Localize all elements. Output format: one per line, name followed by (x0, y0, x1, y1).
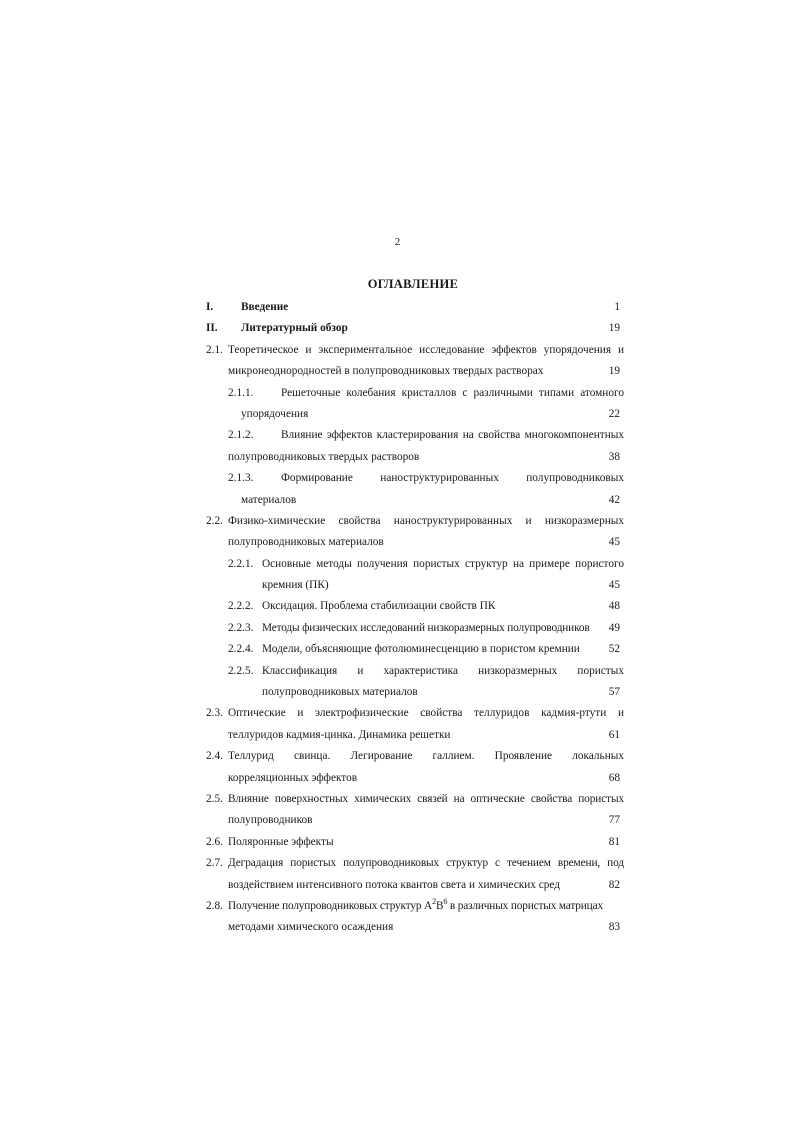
entry-title-line: Методы физических исследований низкоразмерных полупроводников (262, 621, 590, 634)
entry-number: 2.4. (206, 750, 223, 763)
toc-entry (206, 596, 624, 617)
entry-page: 81 (608, 835, 620, 848)
entry-number: 2.2.1. (228, 557, 254, 570)
toc-entry (206, 896, 624, 917)
entry-title-line: Оптические и электрофизические свойства теллуридов кадмия-ртути и (228, 707, 624, 720)
entry-title-line: Классификация и характеристика низкоразмерных пористых (262, 664, 624, 677)
toc-entry (206, 297, 624, 318)
entry-page: 19 (608, 365, 620, 378)
entry-title-line: полупроводниковых твердых растворов (228, 450, 420, 463)
entry-number: 2.2.2. (228, 600, 254, 613)
toc-entry (206, 661, 624, 682)
entry-page: 22 (608, 407, 620, 420)
entry-title-line: Основные методы получения пористых структур на примере пористого (262, 557, 624, 570)
entry-page: 61 (608, 728, 620, 741)
entry-title-line: Поляронные эффекты (228, 835, 334, 848)
entry-title-line: Формирование наноструктурированных полупроводниковых (281, 472, 624, 485)
entry-title-line: корреляционных эффектов (228, 771, 358, 784)
entry-number: 2.8. (206, 899, 223, 912)
entry-title-line: полупроводниковых материалов (262, 686, 418, 699)
toc-entry (206, 468, 624, 489)
entry-page: 82 (608, 878, 620, 891)
entry-title-line: Модели, объясняющие фотолюминесценцию в пористом кремнии (262, 643, 580, 656)
entry-page: 45 (608, 579, 620, 592)
toc-title: ОГЛАВЛЕНИЕ (367, 277, 459, 291)
page-number: 2 (394, 236, 401, 248)
entry-title-line: Получение полупроводниковых структур $A^2B^6$ в различных пористых матрицах (228, 896, 603, 912)
entry-title-line: Влияние эффектов кластерирования на свойства многокомпонентных (281, 429, 624, 442)
toc-entry (206, 618, 624, 639)
toc-entry (206, 639, 624, 660)
entry-number: 2.5. (206, 792, 223, 805)
toc-entry (206, 789, 624, 810)
entry-title-line: теллуридов кадмия-цинка. Динамика решетки (228, 728, 451, 741)
entry-number: 2.1. (206, 343, 223, 356)
entry-title-line: микронеоднородностей в полупроводниковых твердых растворах (228, 365, 544, 378)
toc-entry (206, 703, 624, 724)
entry-page: 83 (608, 921, 620, 934)
entry-number: 2.2.4. (228, 643, 254, 656)
entry-title-line: материалов (241, 493, 297, 506)
entry-page: 57 (608, 686, 620, 699)
toc-entry (206, 511, 624, 532)
entry-title: Литературный обзор (241, 322, 348, 335)
entry-number: 2.2. (206, 514, 223, 527)
entry-number: 2.3. (206, 707, 223, 720)
entry-title-line: Теллурид свинца. Легирование галлием. Проявление локальных (228, 750, 624, 763)
toc-entry (206, 853, 624, 874)
entry-number: 2.2.3. (228, 621, 254, 634)
entry-title-line: воздействием интенсивного потока квантов света и химических сред (228, 878, 560, 891)
entry-number: 2.2.5. (228, 664, 254, 677)
entry-title-line: Влияние поверхностных химических связей на оптические свойства пористых (228, 792, 624, 805)
entry-number: II. (206, 322, 218, 335)
entry-page: 38 (608, 450, 620, 463)
toc-entry (206, 425, 624, 446)
toc-entry (206, 318, 624, 339)
table-of-contents (206, 297, 624, 939)
toc-entry (206, 383, 624, 404)
entry-page: 1 (614, 301, 620, 313)
entry-title-line: Оксидация. Проблема стабилизации свойств ПК (262, 600, 496, 613)
entry-number: 2.1.1. (228, 386, 254, 399)
entry-page: 42 (608, 493, 620, 506)
entry-title-line: кремния (ПК) (262, 579, 329, 592)
entry-number: 2.7. (206, 857, 223, 870)
entry-page: 19 (608, 322, 620, 335)
entry-number: 2.1.2. (228, 429, 254, 442)
entry-page: 49 (608, 621, 620, 634)
entry-number: I. (206, 301, 214, 313)
entry-number: 2.1.3. (228, 472, 254, 485)
entry-page: 77 (608, 814, 620, 827)
entry-page: 68 (608, 771, 620, 784)
entry-page: 48 (608, 600, 620, 613)
entry-title-line: полупроводников (228, 814, 313, 827)
entry-title: Введение (241, 301, 289, 313)
entry-number: 2.6. (206, 835, 223, 848)
toc-entry (206, 554, 624, 575)
toc-entry (206, 832, 624, 853)
entry-title-line: полупроводниковых материалов (228, 536, 384, 549)
entry-page: 52 (608, 643, 620, 656)
entry-title-line: упорядочения (241, 407, 309, 420)
toc-entry (206, 340, 624, 361)
entry-title-line: методами химического осаждения (228, 921, 394, 934)
entry-title-line: Теоретическое и экспериментальное исследование эффектов упорядочения и (228, 343, 624, 356)
entry-page: 45 (608, 536, 620, 549)
toc-entry (206, 746, 624, 767)
entry-title-line: Физико-химические свойства наноструктурированных и низкоразмерных (228, 514, 624, 527)
entry-title-line: Деградация пористых полупроводниковых структур с течением времени, под (228, 857, 624, 870)
entry-title-line: Решеточные колебания кристаллов с различными типами атомного (281, 386, 624, 399)
